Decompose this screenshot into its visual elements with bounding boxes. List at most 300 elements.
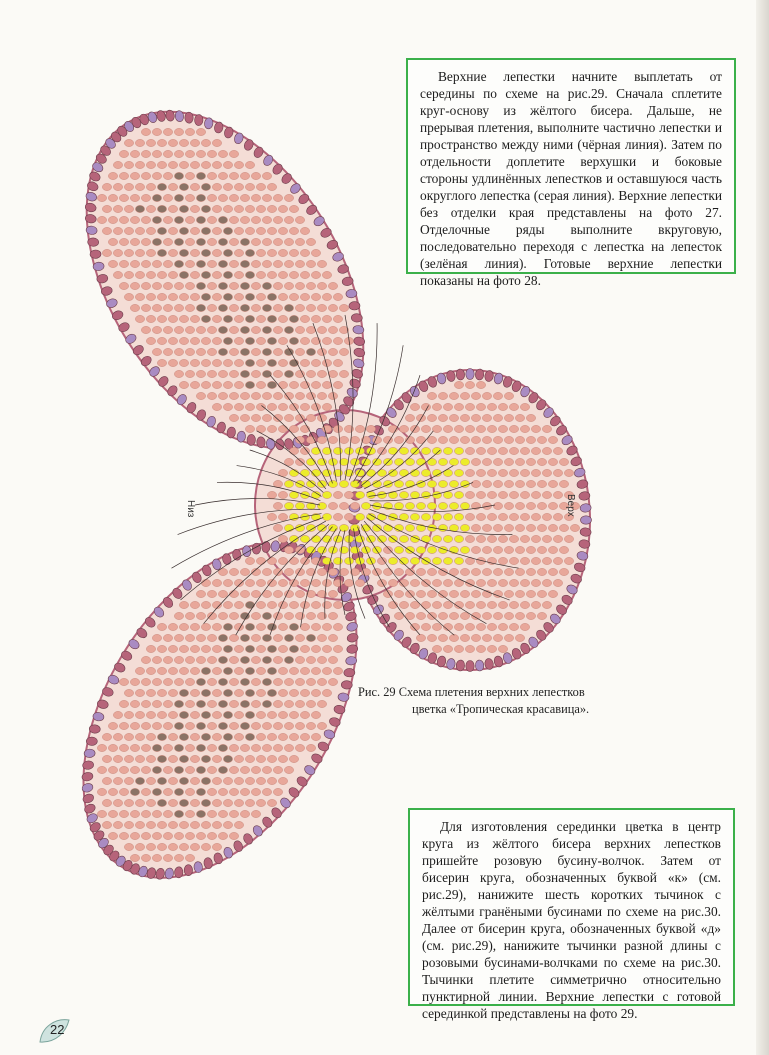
bead: [295, 722, 304, 729]
bead: [223, 293, 232, 300]
bead: [284, 568, 293, 575]
bead: [311, 711, 320, 718]
bead: [218, 282, 227, 289]
bead: [295, 634, 304, 641]
bead: [449, 634, 458, 641]
bead: [201, 733, 210, 740]
bead: [476, 447, 485, 454]
bead: [152, 326, 161, 333]
bead: [256, 579, 265, 586]
bead: [152, 194, 161, 201]
bead: [432, 623, 441, 630]
bead: [146, 689, 155, 696]
bead: [405, 524, 414, 531]
bead: [201, 711, 210, 718]
bead: [509, 447, 518, 454]
bead: [267, 689, 276, 696]
bead: [240, 348, 249, 355]
bead: [476, 381, 485, 388]
bead: [300, 579, 309, 586]
bead: [278, 337, 287, 344]
bead: [339, 370, 348, 377]
bead: [152, 832, 161, 839]
bead: [487, 491, 496, 498]
bead: [553, 557, 562, 564]
bead: [344, 447, 353, 454]
bead: [267, 315, 276, 322]
bead: [333, 315, 342, 322]
bead: [179, 249, 188, 256]
bead: [245, 205, 254, 212]
bead: [460, 568, 469, 575]
bead: [130, 744, 139, 751]
bead: [245, 315, 254, 322]
bead: [311, 667, 320, 674]
bead: [284, 722, 293, 729]
bead: [284, 260, 293, 267]
bead: [234, 755, 243, 762]
bead: [240, 282, 249, 289]
bead: [163, 766, 172, 773]
bead: [509, 623, 518, 630]
bead: [190, 183, 199, 190]
bead: [102, 799, 111, 806]
bead: [256, 645, 265, 652]
bead: [333, 381, 342, 388]
bead: [207, 656, 216, 663]
bead: [493, 524, 502, 531]
bead: [223, 359, 232, 366]
bead: [130, 172, 139, 179]
bead: [328, 590, 337, 597]
bead: [460, 612, 469, 619]
bead: [212, 755, 221, 762]
bead: [179, 161, 188, 168]
bead: [113, 183, 122, 190]
bead: [174, 744, 183, 751]
bead: [179, 689, 188, 696]
bead: [212, 227, 221, 234]
bead: [273, 392, 282, 399]
bead: [278, 755, 287, 762]
bead: [179, 711, 188, 718]
bead: [212, 799, 221, 806]
bead: [443, 447, 452, 454]
bead: [152, 766, 161, 773]
bead: [262, 568, 271, 575]
bead: [278, 315, 287, 322]
bead: [438, 502, 447, 509]
bead: [135, 293, 144, 300]
bead: [454, 381, 463, 388]
bead: [300, 689, 309, 696]
bead: [443, 557, 452, 564]
bead: [163, 194, 172, 201]
bead: [201, 271, 210, 278]
bead: [240, 304, 249, 311]
bead: [157, 359, 166, 366]
bead: [262, 722, 271, 729]
bead: [174, 370, 183, 377]
bead: [196, 348, 205, 355]
bead: [174, 326, 183, 333]
bead: [201, 667, 210, 674]
bead: [306, 612, 315, 619]
bead: [322, 667, 331, 674]
bead: [322, 315, 331, 322]
edge-bead: [88, 238, 99, 247]
bead: [218, 216, 227, 223]
bead: [113, 777, 122, 784]
bead: [212, 821, 221, 828]
bead: [196, 326, 205, 333]
bead: [108, 260, 117, 267]
bead: [361, 502, 370, 509]
bead: [174, 700, 183, 707]
bead: [102, 183, 111, 190]
bead: [498, 601, 507, 608]
bead: [234, 645, 243, 652]
bead: [113, 821, 122, 828]
bead: [317, 700, 326, 707]
bead: [207, 260, 216, 267]
bead: [317, 722, 326, 729]
bead: [405, 502, 414, 509]
bead: [339, 304, 348, 311]
bead: [498, 491, 507, 498]
bead: [174, 238, 183, 245]
bead: [146, 755, 155, 762]
bead: [168, 689, 177, 696]
bead: [234, 777, 243, 784]
bead: [394, 590, 403, 597]
bead: [273, 656, 282, 663]
bead: [168, 227, 177, 234]
bead: [278, 535, 287, 542]
bead: [267, 359, 276, 366]
bead: [531, 469, 540, 476]
bead: [201, 337, 210, 344]
bead: [504, 480, 513, 487]
bead: [295, 370, 304, 377]
bead: [190, 205, 199, 212]
bead: [223, 777, 232, 784]
bead: [487, 601, 496, 608]
bead: [542, 579, 551, 586]
bead: [388, 469, 397, 476]
bead: [245, 667, 254, 674]
bead: [317, 656, 326, 663]
bead: [443, 535, 452, 542]
bead: [119, 722, 128, 729]
bead: [289, 623, 298, 630]
bead: [251, 348, 260, 355]
bead: [168, 337, 177, 344]
bead: [295, 656, 304, 663]
bead: [207, 282, 216, 289]
bead: [196, 656, 205, 663]
bead: [234, 183, 243, 190]
figure-caption: [358, 684, 658, 718]
bead: [207, 590, 216, 597]
bead: [498, 645, 507, 652]
bead: [317, 634, 326, 641]
bead: [295, 502, 304, 509]
bead: [311, 359, 320, 366]
bead: [460, 502, 469, 509]
bead: [267, 205, 276, 212]
bead: [174, 128, 183, 135]
bead: [416, 546, 425, 553]
bead: [174, 304, 183, 311]
bead: [273, 788, 282, 795]
bead: [135, 139, 144, 146]
bead: [526, 546, 535, 553]
bead: [300, 271, 309, 278]
bead: [251, 656, 260, 663]
bead: [289, 337, 298, 344]
bead: [410, 557, 419, 564]
bead: [322, 513, 331, 520]
bead: [531, 601, 540, 608]
bead: [168, 755, 177, 762]
bead: [317, 370, 326, 377]
bead: [196, 766, 205, 773]
bead: [207, 194, 216, 201]
bead: [179, 601, 188, 608]
edge-bead: [341, 680, 352, 689]
bead: [262, 700, 271, 707]
bead: [267, 733, 276, 740]
bead: [548, 502, 557, 509]
bead: [190, 843, 199, 850]
bead: [333, 447, 342, 454]
bead: [262, 656, 271, 663]
bead: [135, 271, 144, 278]
bead: [245, 645, 254, 652]
bead: [262, 788, 271, 795]
bead: [509, 535, 518, 542]
edge-bead: [351, 313, 362, 322]
bead: [223, 205, 232, 212]
bead: [306, 678, 315, 685]
bead: [493, 634, 502, 641]
bead: [267, 381, 276, 388]
bead: [295, 414, 304, 421]
bead: [240, 634, 249, 641]
bead: [476, 425, 485, 432]
bead: [460, 458, 469, 465]
bead: [421, 601, 430, 608]
bead: [212, 689, 221, 696]
bead: [256, 601, 265, 608]
bead: [201, 205, 210, 212]
bead: [443, 425, 452, 432]
bead: [201, 315, 210, 322]
bead: [168, 183, 177, 190]
bead: [163, 326, 172, 333]
bead: [163, 788, 172, 795]
bead: [207, 150, 216, 157]
bead: [493, 436, 502, 443]
bead: [223, 161, 232, 168]
bead: [245, 161, 254, 168]
bead: [267, 667, 276, 674]
bead: [295, 744, 304, 751]
bead: [520, 491, 529, 498]
bead: [212, 315, 221, 322]
bead: [421, 513, 430, 520]
bead: [185, 744, 194, 751]
bead: [196, 260, 205, 267]
bead: [311, 689, 320, 696]
bead: [493, 502, 502, 509]
bead: [251, 414, 260, 421]
bead: [300, 469, 309, 476]
edge-bead: [466, 660, 474, 671]
bead: [256, 667, 265, 674]
bead: [399, 535, 408, 542]
bead: [119, 788, 128, 795]
bead: [152, 854, 161, 861]
bead: [328, 524, 337, 531]
edge-bead: [194, 114, 203, 125]
bead: [256, 733, 265, 740]
bead: [564, 535, 573, 542]
bead: [174, 766, 183, 773]
bead: [460, 546, 469, 553]
bead: [196, 128, 205, 135]
bead: [559, 524, 568, 531]
bead: [190, 271, 199, 278]
bead: [300, 711, 309, 718]
bead: [201, 139, 210, 146]
bead: [163, 260, 172, 267]
bead: [333, 337, 342, 344]
bead: [306, 656, 315, 663]
bead: [278, 711, 287, 718]
bead: [267, 601, 276, 608]
bead: [498, 557, 507, 564]
bead: [460, 634, 469, 641]
bead: [256, 403, 265, 410]
bead: [157, 183, 166, 190]
bead: [520, 579, 529, 586]
bead: [119, 678, 128, 685]
bead: [267, 557, 276, 564]
bead: [240, 656, 249, 663]
bead: [212, 843, 221, 850]
bead: [278, 645, 287, 652]
bead: [212, 139, 221, 146]
bead: [240, 590, 249, 597]
bead: [141, 238, 150, 245]
bead: [124, 821, 133, 828]
bead: [185, 326, 194, 333]
bead: [350, 502, 359, 509]
bead: [284, 546, 293, 553]
bead: [515, 436, 524, 443]
edge-bead: [581, 516, 592, 524]
bead: [273, 502, 282, 509]
bead: [548, 480, 557, 487]
bead: [333, 623, 342, 630]
bead: [383, 480, 392, 487]
bead: [454, 447, 463, 454]
bead: [245, 579, 254, 586]
bead: [130, 216, 139, 223]
bead: [135, 205, 144, 212]
bead: [504, 546, 513, 553]
bead: [449, 436, 458, 443]
bead: [240, 194, 249, 201]
bead: [229, 216, 238, 223]
bead: [273, 766, 282, 773]
bead: [454, 469, 463, 476]
bead: [168, 843, 177, 850]
bead: [526, 612, 535, 619]
bead: [201, 689, 210, 696]
bead: [207, 788, 216, 795]
bead: [531, 557, 540, 564]
bead: [509, 491, 518, 498]
bead: [328, 634, 337, 641]
bead: [388, 513, 397, 520]
label-top: Верх: [565, 494, 576, 517]
bead: [141, 678, 150, 685]
bead: [438, 634, 447, 641]
bead: [267, 799, 276, 806]
bead: [185, 150, 194, 157]
bead: [179, 623, 188, 630]
bead: [449, 480, 458, 487]
bead: [311, 535, 320, 542]
bead: [300, 337, 309, 344]
bead: [130, 700, 139, 707]
bead: [212, 733, 221, 740]
instruction-box-top: [406, 58, 736, 288]
bead: [504, 568, 513, 575]
bead: [289, 381, 298, 388]
bead: [564, 469, 573, 476]
bead: [130, 810, 139, 817]
bead: [240, 788, 249, 795]
bead: [262, 370, 271, 377]
bead: [157, 227, 166, 234]
bead: [487, 425, 496, 432]
bead: [427, 458, 436, 465]
bead: [306, 414, 315, 421]
bead: [240, 392, 249, 399]
bead: [564, 557, 573, 564]
bead: [262, 194, 271, 201]
bead: [421, 469, 430, 476]
instruction-box-bottom: [408, 808, 735, 1021]
bead: [124, 205, 133, 212]
bead: [174, 832, 183, 839]
bead: [146, 733, 155, 740]
bead: [190, 315, 199, 322]
bead: [124, 271, 133, 278]
bead: [372, 524, 381, 531]
bead: [229, 150, 238, 157]
bead: [251, 590, 260, 597]
bead: [185, 304, 194, 311]
bead: [256, 623, 265, 630]
bead: [185, 216, 194, 223]
bead: [223, 315, 232, 322]
bead: [163, 832, 172, 839]
